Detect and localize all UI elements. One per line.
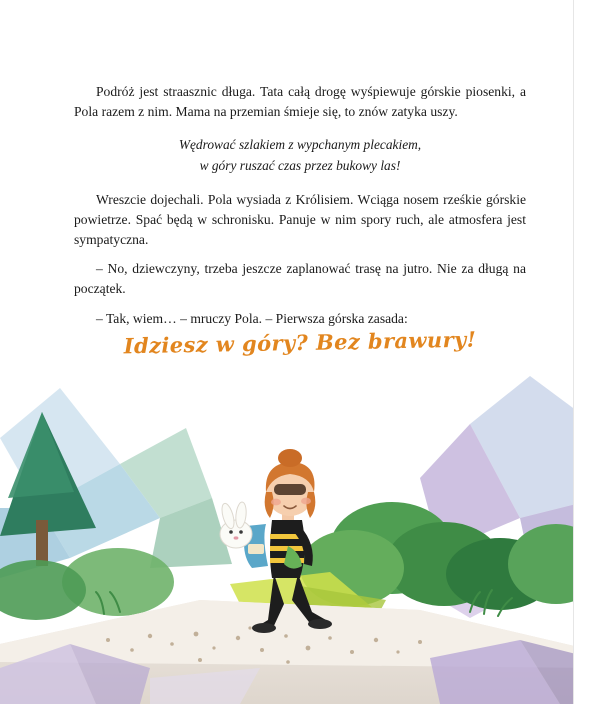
paragraph-1: Podróż jest straasznic długa. Tata całą drogę wyśpiewuje górskie piosenki, a Pola razem z nim. Mama na przemian śmieje się, to znów zatyka uszy. bbox=[74, 84, 526, 120]
page-edge bbox=[573, 0, 600, 704]
paragraph-2: Wreszcie dojechali. Pola wysiada z Królisiem. Wciąga nosem rześkie górskie powietrze. Spać będą w schronisku. Panuje w nim spory ruch, ale atmosfera jest sympatyczna. bbox=[74, 191, 526, 248]
illustration bbox=[0, 368, 600, 704]
verse-line-1: Wędrować szlakiem z wypchanym plecakiem, bbox=[178, 137, 422, 153]
verse-line-2: w góry ruszać czas przez bukowy las! bbox=[199, 157, 401, 173]
verse-block bbox=[74, 135, 526, 176]
paragraph-3: – No, dziewczyny, trzeba jeszcze zaplanować trasę na jutro. Nie za długą na początek. bbox=[74, 261, 526, 297]
handwritten-rhyme: Idziesz w góry? Bez brawury! bbox=[123, 326, 477, 359]
page-text-block bbox=[74, 82, 526, 338]
paragraph-4: – Tak, wiem… – mruczy Pola. – Pierwsza górska zasada: bbox=[96, 310, 408, 326]
